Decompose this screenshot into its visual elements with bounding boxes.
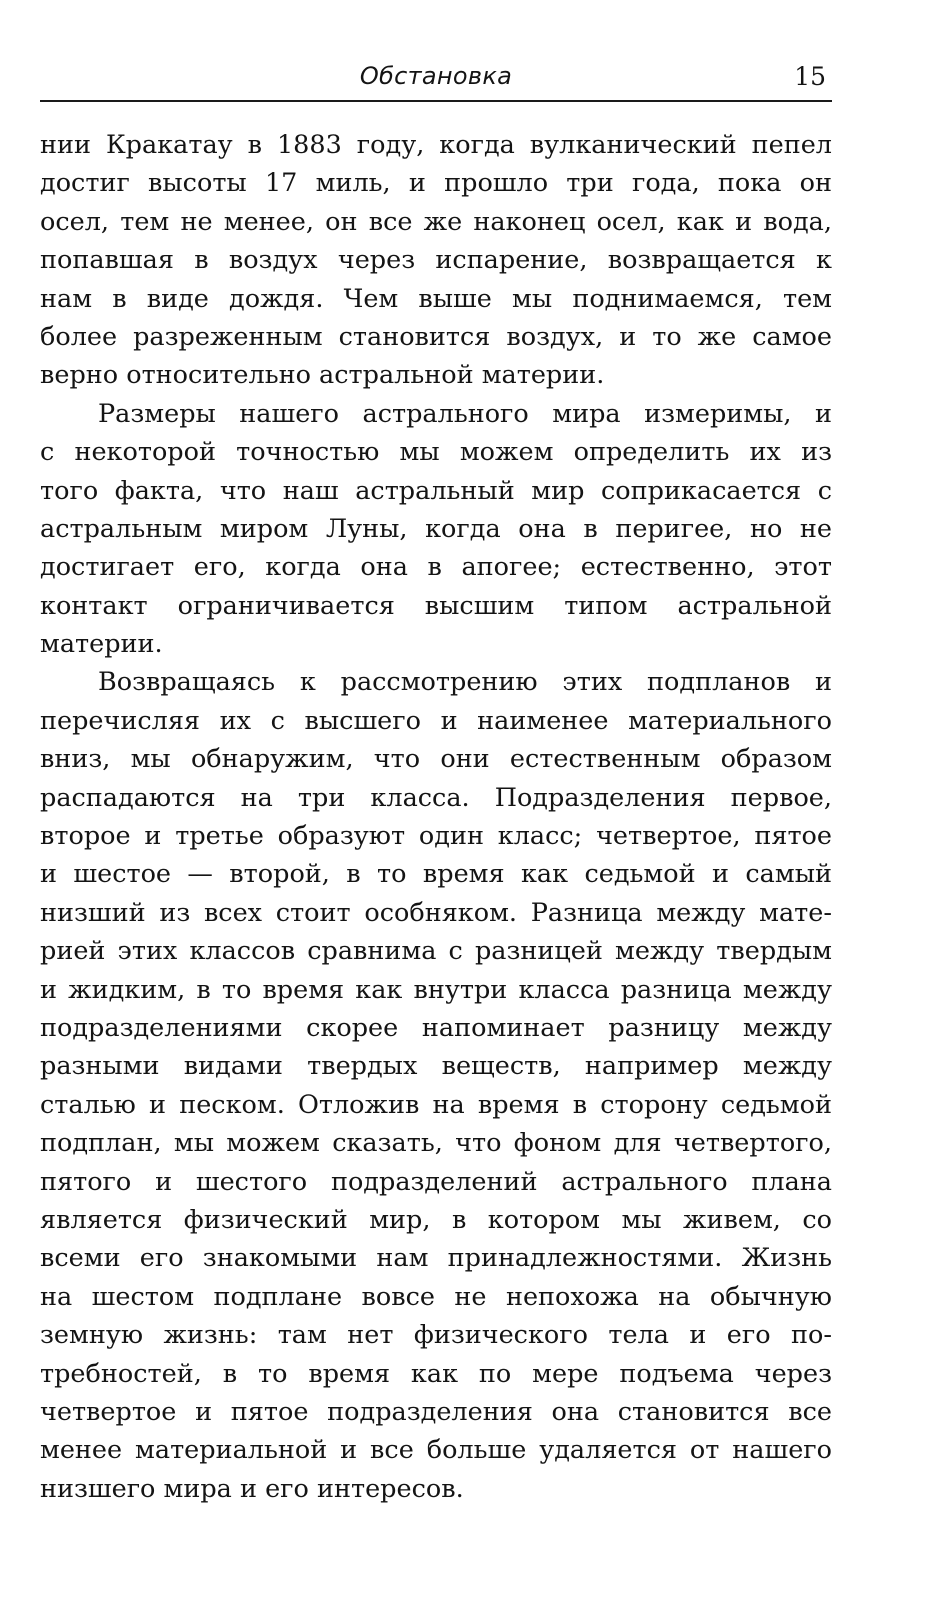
text-line: с некоторой точностью мы можем определить их из [40,437,832,468]
text-line: попавшая в воздух через испарение, возвращается к [40,245,832,276]
text-line: астральным миром Луны, когда она в перигее, но не [40,513,832,544]
text-line: и жидким, в то время как внутри класса разница между [40,974,832,1005]
text-line: перечисляя их с высшего и наименее материального [40,705,832,736]
text-line: и шестое — второй, в то время как седьмой и самый [40,859,832,890]
text-line: всеми его знакомыми нам принадлежностями. Жизнь [40,1243,832,1274]
text-line: достиг высоты 17 миль, и прошло три года, пока он [40,168,832,199]
text-line: низшего мира и его интересов. [40,1473,464,1504]
paragraph-2 [40,395,832,664]
running-header [40,60,832,102]
text-line: Возвращаясь к рассмотрению этих подпланов и [98,667,832,698]
text-line: менее материальной и все больше удаляется от нашего [40,1435,832,1466]
text-line: низший из всех стоит особняком. Разница между мате- [40,897,832,928]
text-line: разными видами твердых веществ, например между [40,1051,832,1082]
text-line: контакт ограничивается высшим типом астральной [40,590,832,621]
text-line: подплан, мы можем сказать, что фоном для четвертого, [40,1128,832,1159]
text-line: четвертое и пятое подразделения она становится все [40,1396,832,1427]
text-line: является физический мир, в котором мы живем, со [40,1204,832,1235]
text-line: подразделениями скорее напоминает разницу между [40,1012,832,1043]
text-line: Размеры нашего астрального мира измеримы, и [98,398,832,429]
paragraph-1 [40,126,832,395]
text-line: верно относительно астральной материи. [40,360,605,391]
text-line: вниз, мы обнаружим, что они естественным образом [40,744,832,775]
text-line: нии Кракатау в 1883 году, когда вулканический пепел [40,130,832,160]
text-line: требностей, в то время как по мере подъема через [40,1358,832,1389]
text-line: нам в виде дождя. Чем выше мы поднимаемся, тем [40,283,832,314]
text-line: сталью и песком. Отложив на время в сторону седьмой [40,1089,832,1120]
body-text [40,126,832,1508]
text-line: земную жизнь: там нет физического тела и его по- [40,1320,832,1351]
text-line: распадаются на три класса. Подразделения первое, [40,782,832,813]
text-line: на шестом подплане вовсе не непохожа на обычную [40,1281,832,1312]
text-line: рией этих классов сравнима с разницей между твердым [40,936,832,967]
text-line: достигает его, когда она в апогее; естественно, этот [40,552,832,583]
text-line: второе и третье образуют один класс; четвертое, пятое [40,821,832,852]
chapter-title: Обстановка [359,62,513,90]
text-line: пятого и шестого подразделений астрального плана [40,1166,832,1197]
paragraph-3 [40,663,832,1508]
text-line: более разреженным становится воздух, и то же самое [40,321,832,352]
text-line: осел, тем не менее, он все же наконец осел, как и вода, [40,206,832,237]
page-number: 15 [794,62,826,91]
text-line: материи. [40,629,163,660]
text-line: того факта, что наш астральный мир соприкасается с [40,475,832,506]
